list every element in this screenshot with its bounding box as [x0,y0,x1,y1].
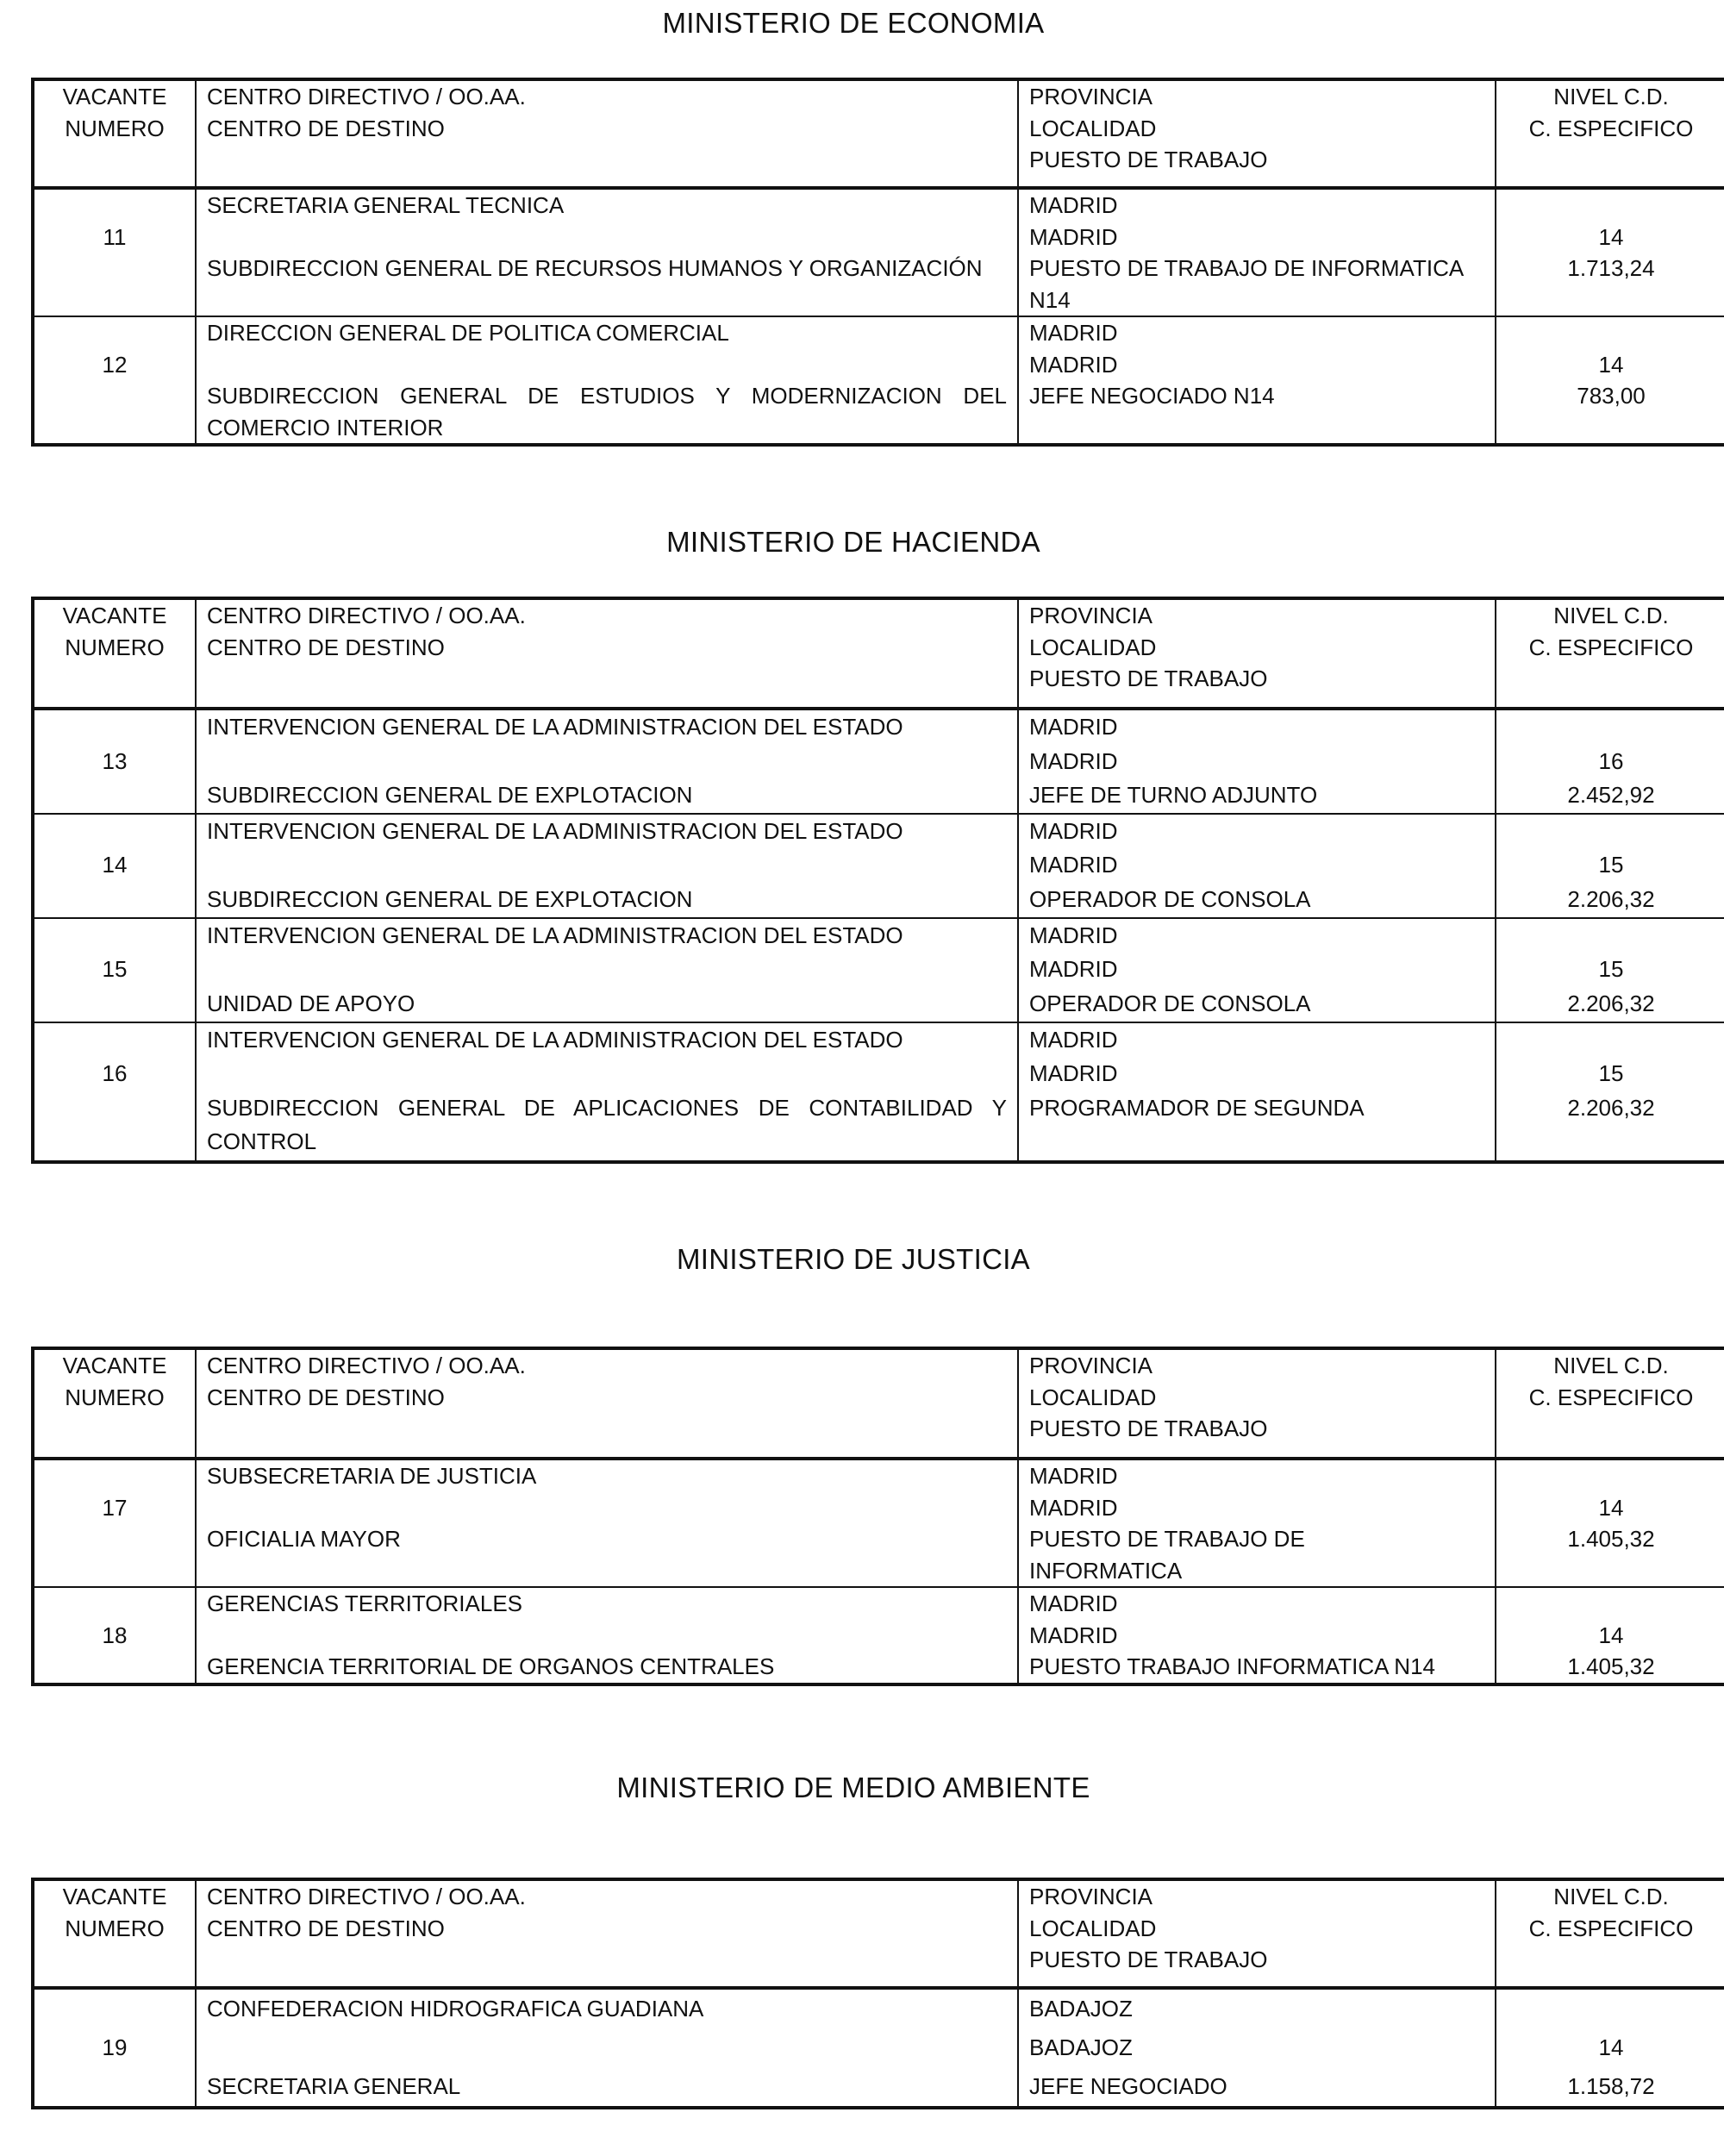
header-provincia: PROVINCIA LOCALIDAD PUESTO DE TRABAJO [1018,79,1496,188]
header-centro: CENTRO DIRECTIVO / OO.AA. CENTRO DE DESTINO [196,79,1018,188]
provincia-cell: MADRID MADRID OPERADOR DE CONSOLA [1018,814,1496,918]
vacante-number: 13 [33,709,196,814]
vacante-number: 18 [33,1587,196,1684]
table-row [33,316,1724,445]
vacante-number: 16 [33,1022,196,1162]
centro-cell: INTERVENCION GENERAL DE LA ADMINISTRACION DEL ESTADO UNIDAD DE APOYO [196,918,1018,1022]
nivel-cell: 15 2.206,32 [1496,918,1724,1022]
nivel-cell: 16 2.452,92 [1496,709,1724,814]
centro-cell: INTERVENCION GENERAL DE LA ADMINISTRACION DEL ESTADO SUBDIRECCION GENERAL DE EXPLOTACION [196,814,1018,918]
table-header-row [33,598,1724,709]
nivel-cell: 14 783,00 [1496,316,1724,445]
header-vacante: VACANTE NUMERO [33,1348,196,1459]
table-row [33,918,1724,1022]
table-row [33,1587,1724,1684]
provincia-cell: MADRID MADRID JEFE NEGOCIADO N14 [1018,316,1496,445]
header-centro: CENTRO DIRECTIVO / OO.AA. CENTRO DE DESTINO [196,598,1018,709]
section-title-medio-ambiente: MINISTERIO DE MEDIO AMBIENTE [616,1772,1090,1803]
provincia-cell: MADRID MADRID PUESTO TRABAJO INFORMATICA N14 [1018,1587,1496,1684]
table-header-row [33,79,1724,188]
header-vacante: VACANTE NUMERO [33,79,196,188]
table-header-row [33,1348,1724,1459]
table-row [33,814,1724,918]
header-vacante: VACANTE NUMERO [33,1879,196,1988]
centro-cell: SECRETARIA GENERAL TECNICA SUBDIRECCION GENERAL DE RECURSOS HUMANOS Y ORGANIZACIÓN [196,188,1018,316]
header-centro: CENTRO DIRECTIVO / OO.AA. CENTRO DE DESTINO [196,1879,1018,1988]
provincia-cell: MADRID MADRID PUESTO DE TRABAJO DE INFORMATICA N14 [1018,188,1496,316]
table-header-row [33,1879,1724,1988]
nivel-cell: 14 1.158,72 [1496,1988,1724,2108]
section-title-justicia: MINISTERIO DE JUSTICIA [677,1243,1030,1275]
table-row [33,1988,1724,2108]
header-vacante: VACANTE NUMERO [33,598,196,709]
centro-cell: INTERVENCION GENERAL DE LA ADMINISTRACION DEL ESTADO SUBDIRECCION GENERAL DE EXPLOTACION [196,709,1018,814]
vacante-number: 15 [33,918,196,1022]
section-title-economia: MINISTERIO DE ECONOMIA [662,7,1045,39]
nivel-cell: 15 2.206,32 [1496,1022,1724,1162]
header-nivel: NIVEL C.D. C. ESPECIFICO [1496,79,1724,188]
provincia-cell: MADRID MADRID PROGRAMADOR DE SEGUNDA [1018,1022,1496,1162]
nivel-cell: 14 1.405,32 [1496,1459,1724,1587]
table-row [33,188,1724,316]
nivel-cell: 14 1.405,32 [1496,1587,1724,1684]
provincia-cell: MADRID MADRID PUESTO DE TRABAJO DE INFORMATICA [1018,1459,1496,1587]
table-row [33,1022,1724,1162]
header-nivel: NIVEL C.D. C. ESPECIFICO [1496,1348,1724,1459]
centro-cell: CONFEDERACION HIDROGRAFICA GUADIANA SECRETARIA GENERAL [196,1988,1018,2108]
header-provincia: PROVINCIA LOCALIDAD PUESTO DE TRABAJO [1018,598,1496,709]
vacante-number: 12 [33,316,196,445]
table-row [33,709,1724,814]
nivel-cell: 14 1.713,24 [1496,188,1724,316]
header-nivel: NIVEL C.D. C. ESPECIFICO [1496,1879,1724,1988]
vacante-number: 11 [33,188,196,316]
vacante-number: 19 [33,1988,196,2108]
table-row [33,1459,1724,1587]
centro-cell: GERENCIAS TERRITORIALES GERENCIA TERRITORIAL DE ORGANOS CENTRALES [196,1587,1018,1684]
header-provincia: PROVINCIA LOCALIDAD PUESTO DE TRABAJO [1018,1348,1496,1459]
vacancy-table-medio-ambiente [31,1878,1724,2109]
provincia-cell: MADRID MADRID OPERADOR DE CONSOLA [1018,918,1496,1022]
vacante-number: 14 [33,814,196,918]
vacancy-table-economia [31,78,1724,447]
centro-cell: DIRECCION GENERAL DE POLITICA COMERCIAL SUBDIRECCION GENERAL DE ESTUDIOS Y MODERNIZACION DEL COMERCIO INTERIOR [196,316,1018,445]
vacancy-table-hacienda [31,597,1724,1164]
centro-cell: SUBSECRETARIA DE JUSTICIA OFICIALIA MAYOR [196,1459,1018,1587]
centro-cell: INTERVENCION GENERAL DE LA ADMINISTRACION DEL ESTADO SUBDIRECCION GENERAL DE APLICACIONES DE CONTABILIDAD Y CONTROL [196,1022,1018,1162]
provincia-cell: MADRID MADRID JEFE DE TURNO ADJUNTO [1018,709,1496,814]
vacancy-table-justicia [31,1347,1724,1686]
section-title-hacienda: MINISTERIO DE HACIENDA [666,526,1040,558]
provincia-cell: BADAJOZ BADAJOZ JEFE NEGOCIADO [1018,1988,1496,2108]
header-nivel: NIVEL C.D. C. ESPECIFICO [1496,598,1724,709]
vacante-number: 17 [33,1459,196,1587]
header-provincia: PROVINCIA LOCALIDAD PUESTO DE TRABAJO [1018,1879,1496,1988]
nivel-cell: 15 2.206,32 [1496,814,1724,918]
header-centro: CENTRO DIRECTIVO / OO.AA. CENTRO DE DESTINO [196,1348,1018,1459]
